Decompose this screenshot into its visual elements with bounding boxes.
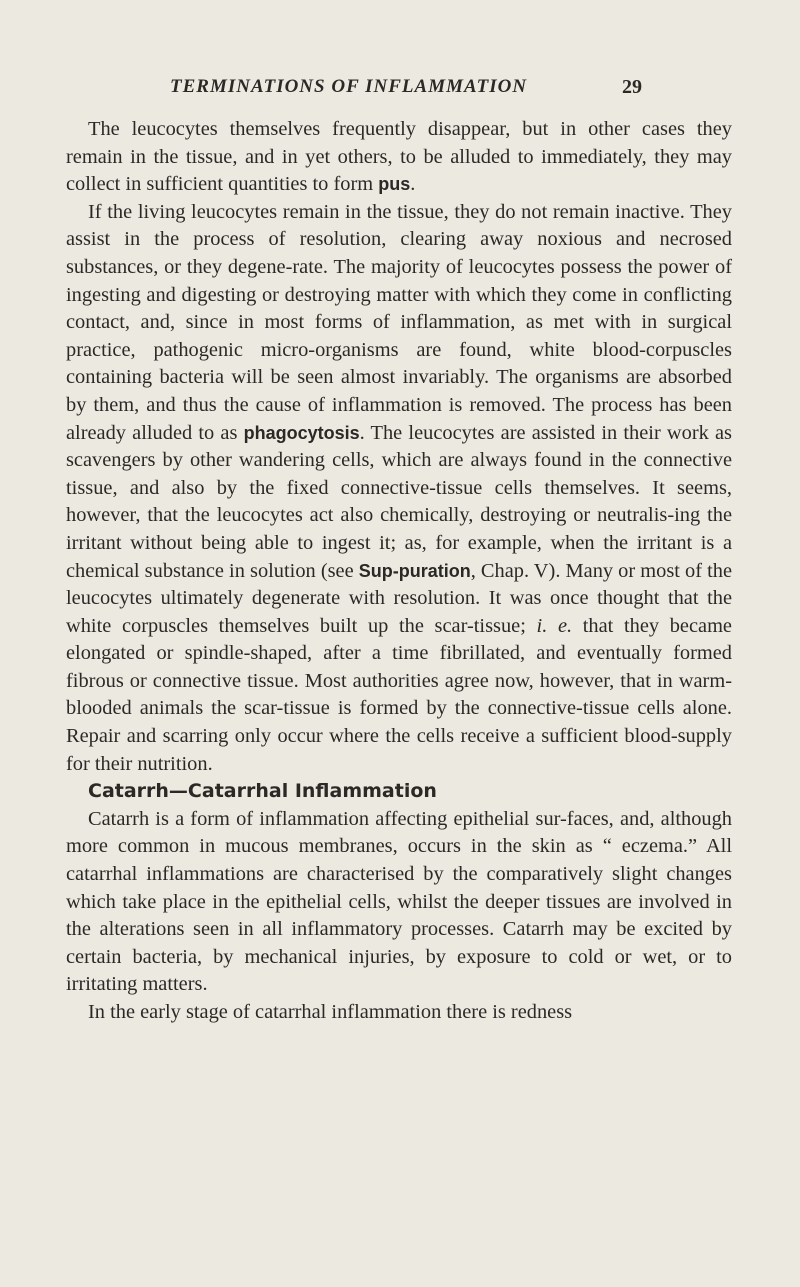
paragraph-2-text-c: , Chap. V). Many or most of the leucocytes ultimately degenerate with resolution. It was once thought that the white corpuscles themselves built up the scar-tissue; [66, 559, 733, 637]
abbrev-ie: i. e. [536, 614, 573, 637]
page-number: 29 [622, 76, 642, 98]
paragraph-2 [66, 199, 732, 778]
term-pus: pus [378, 174, 411, 195]
paragraph-2-text-d: that they became elongated or spindle-shaped, after a time fibrillated, and eventually formed fibrous or connective tissue. Most authorities agree now, however, that in warm-blooded animals the scar-tissue is formed by the connective-tissue cells alone. Repair and scarring only occur where the cells receive a sufficient blood-supply for their nutrition. [66, 614, 732, 775]
paragraph-2-text-a: If the living leucocytes remain in the tissue, they do not remain inactive. They assist in the process of resolution, clearing away noxious and necrosed substances, or they degene-rate. The majority of leucocytes possess the power of ingesting and digesting or destroying matter with which they come in conflicting contact, and, since in most forms of inflammation, as met with in surgical practice, pathogenic micro-organisms are found, white blood-corpuscles containing bacteria will be seen almost invariably. The organisms are absorbed by them, and thus the cause of inflammation is removed. The process has been already alluded to as [66, 200, 732, 444]
paragraph-4: In the early stage of catarrhal inflammation there is redness [88, 1001, 573, 1023]
paragraph-1-text-a: The leucocytes themselves frequently disappear, but in other cases they remain in the tissue, and in yet others, to be alluded to immediately, they may collect in sufficient quantities to form [66, 118, 732, 196]
term-suppuration: Sup-puration [358, 560, 471, 581]
paragraph-3: Catarrh is a form of inflammation affecting epithelial sur-faces, and, although more common in mucous membranes, occurs in the skin as “ eczema.” All catarrhal inflammations are characterised by the comparatively slight changes which take place in the epithelial cells, whilst the deeper tissues are involved in the alterations seen in all inflammatory processes. Catarrh may be excited by certain bacteria, by mechanical injuries, by exposure to cold or wet, or to irritating matters. [66, 807, 732, 996]
paragraph-2-text-b: . The leucocytes are assisted in their work as scavengers by other wandering cells, which are always found in the connective tissue, and also by the fixed connective-tissue cells themselves. It seems, however, that the leucocytes act also chemically, destroying or neutralis-ing the irritant without being able to ingest it; as, for example, when the irritant is a chemical substance in solution (see [66, 421, 732, 582]
section-heading: Catarrh—Catarrhal Inflammation [88, 780, 437, 803]
running-header: TERMINATIONS OF INFLAMMATION [170, 76, 528, 97]
paragraph-1 [66, 116, 732, 199]
paragraph-1-text-b: . [410, 173, 416, 196]
term-phagocytosis: phagocytosis [243, 422, 360, 443]
body-text [66, 116, 732, 1027]
